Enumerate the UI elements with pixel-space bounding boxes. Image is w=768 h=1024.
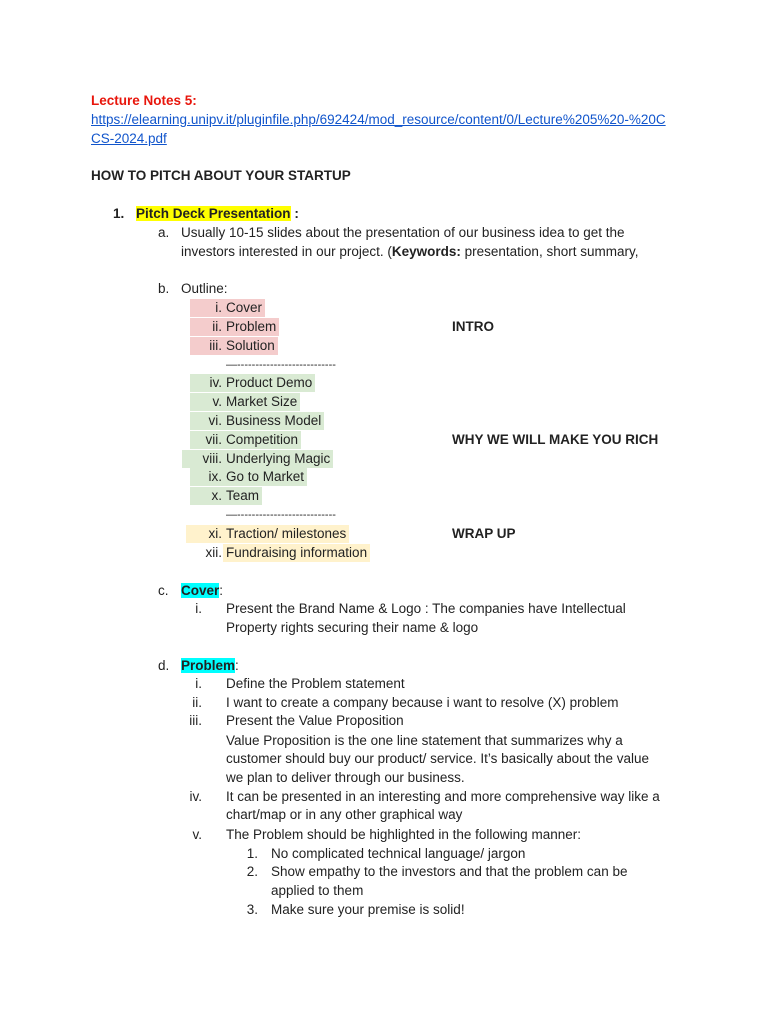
group-label-wrap-up: WRAP UP bbox=[452, 526, 516, 541]
outline-item-problem: Problem bbox=[223, 318, 279, 336]
problem-item-chart-line2: chart/map or in any other graphical way bbox=[226, 807, 463, 822]
outline-num: v. bbox=[190, 393, 226, 411]
section-title bbox=[136, 205, 299, 223]
cover-colon: : bbox=[219, 583, 224, 598]
problem-item-define: Define the Problem statement bbox=[226, 676, 405, 691]
item-a-line2-pre: investors interested in our project. ( bbox=[181, 244, 392, 259]
problem-num: i. bbox=[195, 676, 202, 691]
outline-num: xi. bbox=[186, 525, 226, 543]
outline-item-business-model: Business Model bbox=[223, 412, 324, 430]
separator-1: —--------------------------- bbox=[226, 359, 336, 371]
item-c-marker: c. bbox=[158, 583, 169, 598]
problem-item-highlight: The Problem should be highlighted in the following manner: bbox=[226, 827, 581, 842]
cover-item-line1: Present the Brand Name & Logo : The companies have Intellectual bbox=[226, 601, 626, 616]
problem-colon: : bbox=[235, 658, 239, 673]
outline-item-competition: Competition bbox=[223, 431, 301, 449]
cover-heading bbox=[181, 582, 223, 600]
item-a-line2-post: presentation, short summary, bbox=[460, 244, 639, 259]
value-prop-line1: Value Proposition is the one line statement that summarizes why a bbox=[226, 733, 623, 748]
outline-item-solution: Solution bbox=[223, 337, 278, 355]
outline-num: vii. bbox=[190, 431, 226, 449]
subitem-no-jargon: No complicated technical language/ jargon bbox=[271, 846, 526, 861]
section-title-text: Pitch Deck Presentation bbox=[136, 206, 291, 221]
subitem-num: 3. bbox=[246, 902, 258, 917]
outline-item-underlying-magic: Underlying Magic bbox=[223, 450, 333, 468]
outline-label: Outline: bbox=[181, 281, 228, 296]
lecture-link-line1[interactable]: https://elearning.unipv.it/pluginfile.php/692424/mod_resource/content/0/Lecture%205%20-%20C bbox=[91, 112, 666, 127]
keywords-label: Keywords: bbox=[391, 244, 461, 259]
outline-item-traction: Traction/ milestones bbox=[223, 525, 349, 543]
item-d-marker: d. bbox=[158, 658, 170, 673]
group-label-intro: INTRO bbox=[452, 319, 494, 334]
problem-num: iv. bbox=[189, 789, 202, 804]
outline-item-market-size: Market Size bbox=[223, 393, 300, 411]
subitem-empathy-line2: applied to them bbox=[271, 883, 364, 898]
lecture-notes-label: Lecture Notes 5: bbox=[91, 93, 197, 108]
outline-num: ii. bbox=[190, 318, 226, 336]
problem-item-chart-line1: It can be presented in an interesting and more comprehensive way like a bbox=[226, 789, 660, 804]
problem-num: v. bbox=[192, 827, 202, 842]
section-title-colon: : bbox=[290, 206, 299, 221]
item-b-marker: b. bbox=[158, 281, 170, 296]
outline-item-cover: Cover bbox=[223, 299, 265, 317]
subitem-empathy-line1: Show empathy to the investors and that the problem can be bbox=[271, 864, 628, 879]
cover-title: Cover bbox=[181, 583, 220, 598]
value-prop-line2: customer should buy our product/ service. It’s basically about the value bbox=[226, 751, 649, 766]
item-a-marker: a. bbox=[158, 225, 170, 240]
item-a-line1: Usually 10-15 slides about the presentation of our business idea to get the bbox=[181, 225, 625, 240]
outline-num: vi. bbox=[190, 412, 226, 430]
lecture-link-line2[interactable]: CS-2024.pdf bbox=[91, 131, 167, 146]
separator-2: —--------------------------- bbox=[226, 509, 336, 521]
problem-item-company: I want to create a company because i want to resolve (X) problem bbox=[226, 695, 619, 710]
outline-item-go-to-market: Go to Market bbox=[223, 468, 307, 486]
outline-item-team: Team bbox=[223, 487, 262, 505]
outline-num: ix. bbox=[190, 468, 226, 486]
item-a-line2 bbox=[181, 243, 638, 261]
problem-item-value-prop: Present the Value Proposition bbox=[226, 713, 404, 728]
problem-num: ii. bbox=[192, 695, 202, 710]
outline-num: i. bbox=[190, 299, 226, 317]
cover-item-line2: Property rights securing their name & logo bbox=[226, 620, 479, 635]
document-title: HOW TO PITCH ABOUT YOUR STARTUP bbox=[91, 168, 351, 183]
outline-num: x. bbox=[190, 487, 226, 505]
problem-num: iii. bbox=[189, 713, 202, 728]
outline-num: iii. bbox=[190, 337, 226, 355]
outline-num: viii. bbox=[182, 450, 226, 468]
cover-num: i. bbox=[195, 601, 202, 616]
outline-num: xii. bbox=[205, 545, 222, 560]
subitem-num: 1. bbox=[246, 846, 258, 861]
outline-num: iv. bbox=[190, 374, 226, 392]
value-prop-line3: we plan to deliver through our business. bbox=[226, 770, 465, 785]
outline-item-product-demo: Product Demo bbox=[223, 374, 315, 392]
section-number: 1. bbox=[113, 206, 125, 221]
problem-title: Problem bbox=[181, 658, 236, 673]
outline-item-fundraising: Fundraising information bbox=[223, 544, 370, 562]
group-label-rich: WHY WE WILL MAKE YOU RICH bbox=[452, 432, 659, 447]
subitem-num: 2. bbox=[246, 864, 258, 879]
problem-heading bbox=[181, 657, 239, 675]
subitem-premise: Make sure your premise is solid! bbox=[271, 902, 465, 917]
